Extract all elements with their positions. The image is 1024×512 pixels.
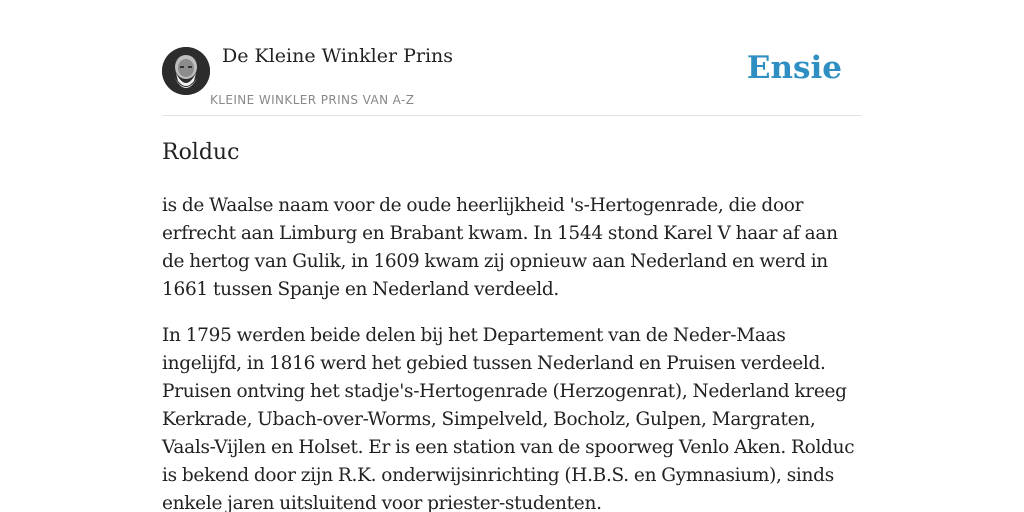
author-portrait-icon[interactable] — [162, 47, 210, 95]
entry-paragraph-1: is de Waalse naam voor de oude heerlijkheid 's-Hertogenrade, die door erfrecht aan Limburg en Brabant kwam. In 1544 stond Karel V haar af aan de hertog van Gulik, in 1609 kwam zij opnieuw aan Nederland en werd in 1661 tussen Spanje en Nederland verdeeld. — [162, 195, 838, 300]
entry-title: Rolduc — [162, 140, 240, 165]
book-title[interactable]: De Kleine Winkler Prins — [222, 45, 454, 67]
entry-body — [162, 192, 862, 512]
book-subtitle[interactable]: KLEINE WINKLER PRINS VAN A-Z — [210, 93, 415, 107]
entry-paragraph-2: In 1795 werden beide delen bij het Departement van de Neder-Maas ingelijfd, in 1816 werd het gebied tussen Nederland en Pruisen verdeeld. Pruisen ontving het stadje's-Hertogenrade (Herzogenrat), Nederland kreeg Kerkrade, Ubach-over-Worms, Simpelveld, Bocholz, Gulpen, Margraten, Vaals-Vijlen en Holset. Er is een station van de spoorweg Venlo Aken. Rolduc is bekend door zijn R.K. onderwijsinrichting (H.B.S. en Gymnasium), sinds enkele jaren uitsluitend voor priester-studenten. — [162, 325, 855, 512]
ensie-logo[interactable]: Ensie — [746, 50, 842, 86]
header-divider — [162, 115, 862, 116]
